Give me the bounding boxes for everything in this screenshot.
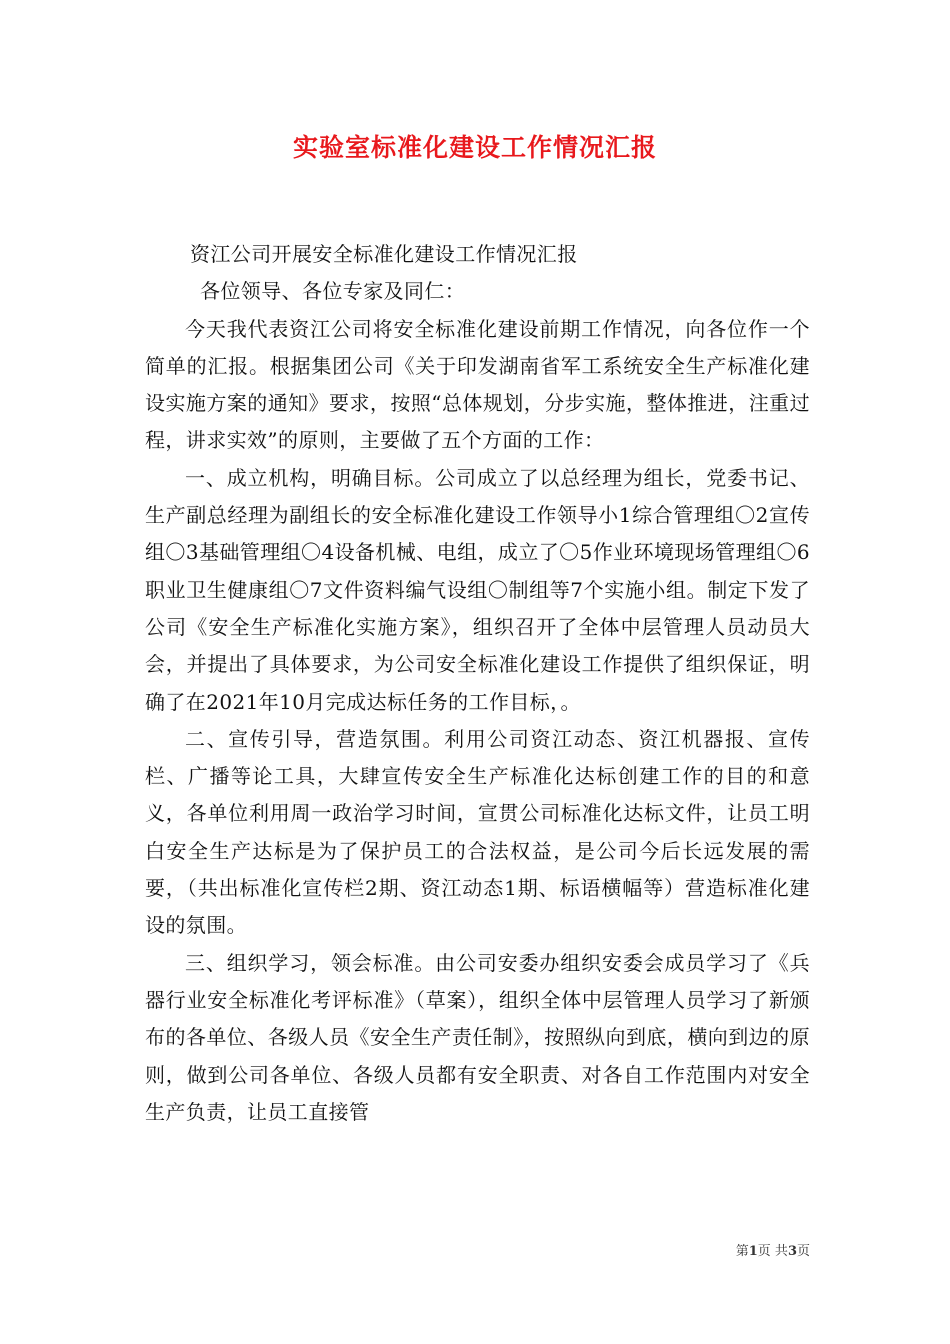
document-title: 实验室标准化建设工作情况汇报 [292,133,657,162]
document-body [145,236,810,1131]
footer-middle: 页 共 [757,1244,788,1259]
footer-page-number: 1 [748,1244,758,1259]
paragraph-intro: 今天我代表资江公司将安全标准化建设前期工作情况，向各位作一个简单的汇报。根据集团公司《关于印发湖南省军工系统安全生产标准化建设实施方案的通知》要求，按照“总体规划，分步实施，整体推进，注重过程，讲求实效”的原则，主要做了五个方面的工作： [145,316,810,453]
paragraph-section-3: 三、组织学习，领会标准。由公司安委办组织安委会成员学习了《兵器行业安全标准化考评标准》（草案），组织全体中层管理人员学习了新颁布的各单位、各级人员《安全生产责任制》，按照纵向到底，横向到边的原则，做到公司各单位、各级人员都有安全职责、对各自工作范围内对安全生产负责，让员工直接管 [145,950,810,1124]
salutation: 各位领导、各位专家及同仁： [200,279,466,304]
page-footer [700,1242,810,1262]
footer-total-pages: 3 [787,1244,797,1259]
paragraph-section-1: 一、成立机构，明确目标。公司成立了以总经理为组长，党委书记、生产副总经理为副组长的安全标准化建设工作领导小1综合管理组〇2宣传组〇3基础管理组〇4设备机械、电组，成立了〇5作业环境现场管理组〇6职业卫生健康组〇7文件资料编气设组〇制组等7个实施小组。制定下发了公司《安全生产标准化实施方案》，组织召开了全体中层管理人员动员大会，并提出了具体要求，为公司安全标准化建设工作提供了组织保证，明确了在2021年10月完成达标任务的工作目标，。 [145,465,810,714]
document-subtitle: 资江公司开展安全标准化建设工作情况汇报 [190,242,578,266]
paragraph-section-2: 二、宣传引导，营造氛围。利用公司资江动态、资江机器报、宣传栏、广播等论工具，大肆宣传安全生产标准化达标创建工作的目的和意义，各单位利用周一政治学习时间，宣贯公司标准化达标文件，让员工明白安全生产达标是为了保护员工的合法权益，是公司今后长远发展的需要，（共出标准化宣传栏2期、资江动态1期、标语横幅等）营造标准化建设的氛围。 [145,726,810,938]
footer-prefix: 第 [735,1244,749,1259]
footer-suffix: 页 [796,1244,810,1259]
